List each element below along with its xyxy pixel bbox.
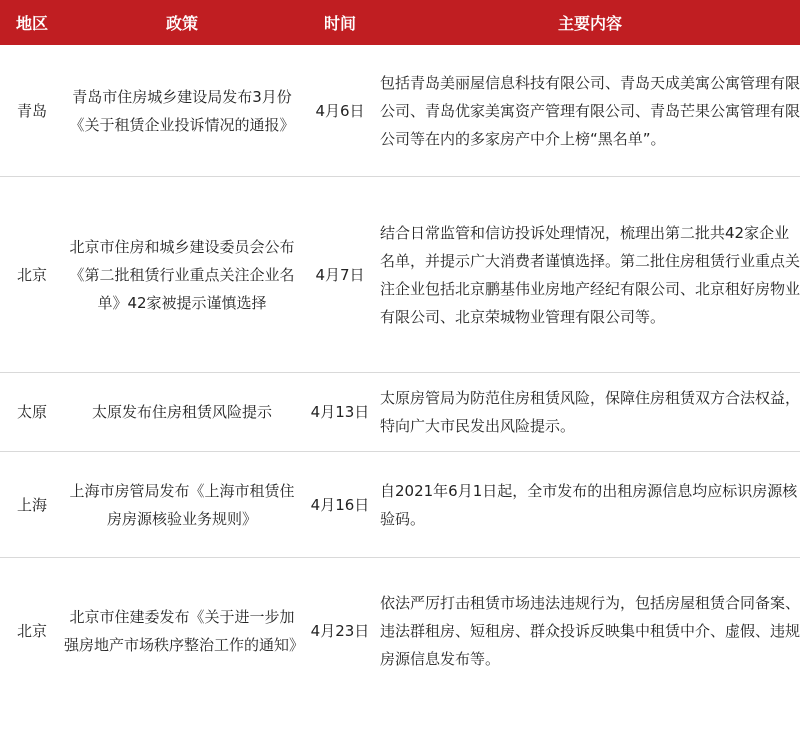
table-row <box>0 373 800 452</box>
date-cell: 4月7日 <box>300 177 380 373</box>
content-cell: 依法严厉打击租赁市场违法违规行为，包括房屋租赁合同备案、违法群租房、短租房、群众投诉反映集中租赁中介、虚假、违规房源信息发布等。 <box>380 593 800 668</box>
header-date: 时间 <box>300 0 380 45</box>
header-policy: 政策 <box>64 0 300 45</box>
region-cell: 青岛 <box>0 45 64 177</box>
date-cell: 4月16日 <box>300 452 380 558</box>
region-cell: 北京 <box>0 177 64 373</box>
region-cell: 太原 <box>0 373 64 452</box>
table-body <box>0 45 800 703</box>
content-cell: 自2021年6月1日起，全市发布的出租房源信息均应标识房源核验码。 <box>380 452 800 558</box>
content-cell: 包括青岛美丽屋信息科技有限公司、青岛天成美寓公寓管理有限公司、青岛优家美寓资产管理有限公司、青岛芒果公寓管理有限公司等在内的多家房产中介上榜“黑名单”。 <box>380 45 800 177</box>
region-cell: 北京 <box>16 621 47 640</box>
date-cell: 4月23日 <box>310 621 370 640</box>
table-row <box>0 452 800 558</box>
policy-cell: 上海市房管局发布《上海市租赁住房房源核验业务规则》 <box>64 452 300 558</box>
policy-cell: 太原发布住房租赁风险提示 <box>64 373 300 452</box>
header-row <box>0 0 800 45</box>
region-cell: 上海 <box>0 452 64 558</box>
header-content: 主要内容 <box>380 0 800 45</box>
table-row <box>0 45 800 177</box>
policy-cell: 北京市住建委发布《关于进一步加强房地产市场秩序整治工作的通知》 <box>64 607 305 654</box>
content-cell: 太原房管局为防范住房租赁风险，保障住房租赁双方合法权益，特向广大市民发出风险提示。 <box>380 373 800 452</box>
date-cell: 4月13日 <box>300 373 380 452</box>
table-row <box>0 177 800 373</box>
date-cell: 4月6日 <box>300 45 380 177</box>
header-region: 地区 <box>0 0 64 45</box>
policy-cell: 青岛市住房城乡建设局发布3月份《关于租赁企业投诉情况的通报》 <box>64 45 300 177</box>
table-row <box>0 558 800 704</box>
policy-cell: 北京市住房和城乡建设委员会公布《第二批租赁行业重点关注企业名单》42家被提示谨慎选择 <box>64 177 300 373</box>
content-cell: 结合日常监管和信访投诉处理情况，梳理出第二批共42家企业名单，并提示广大消费者谨慎选择。第二批住房租赁行业重点关注企业包括北京鹏基伟业房地产经纪有限公司、北京租好房物业有限公司、北京荣城物业管理有限公司等。 <box>380 177 800 373</box>
table-header <box>0 0 800 45</box>
